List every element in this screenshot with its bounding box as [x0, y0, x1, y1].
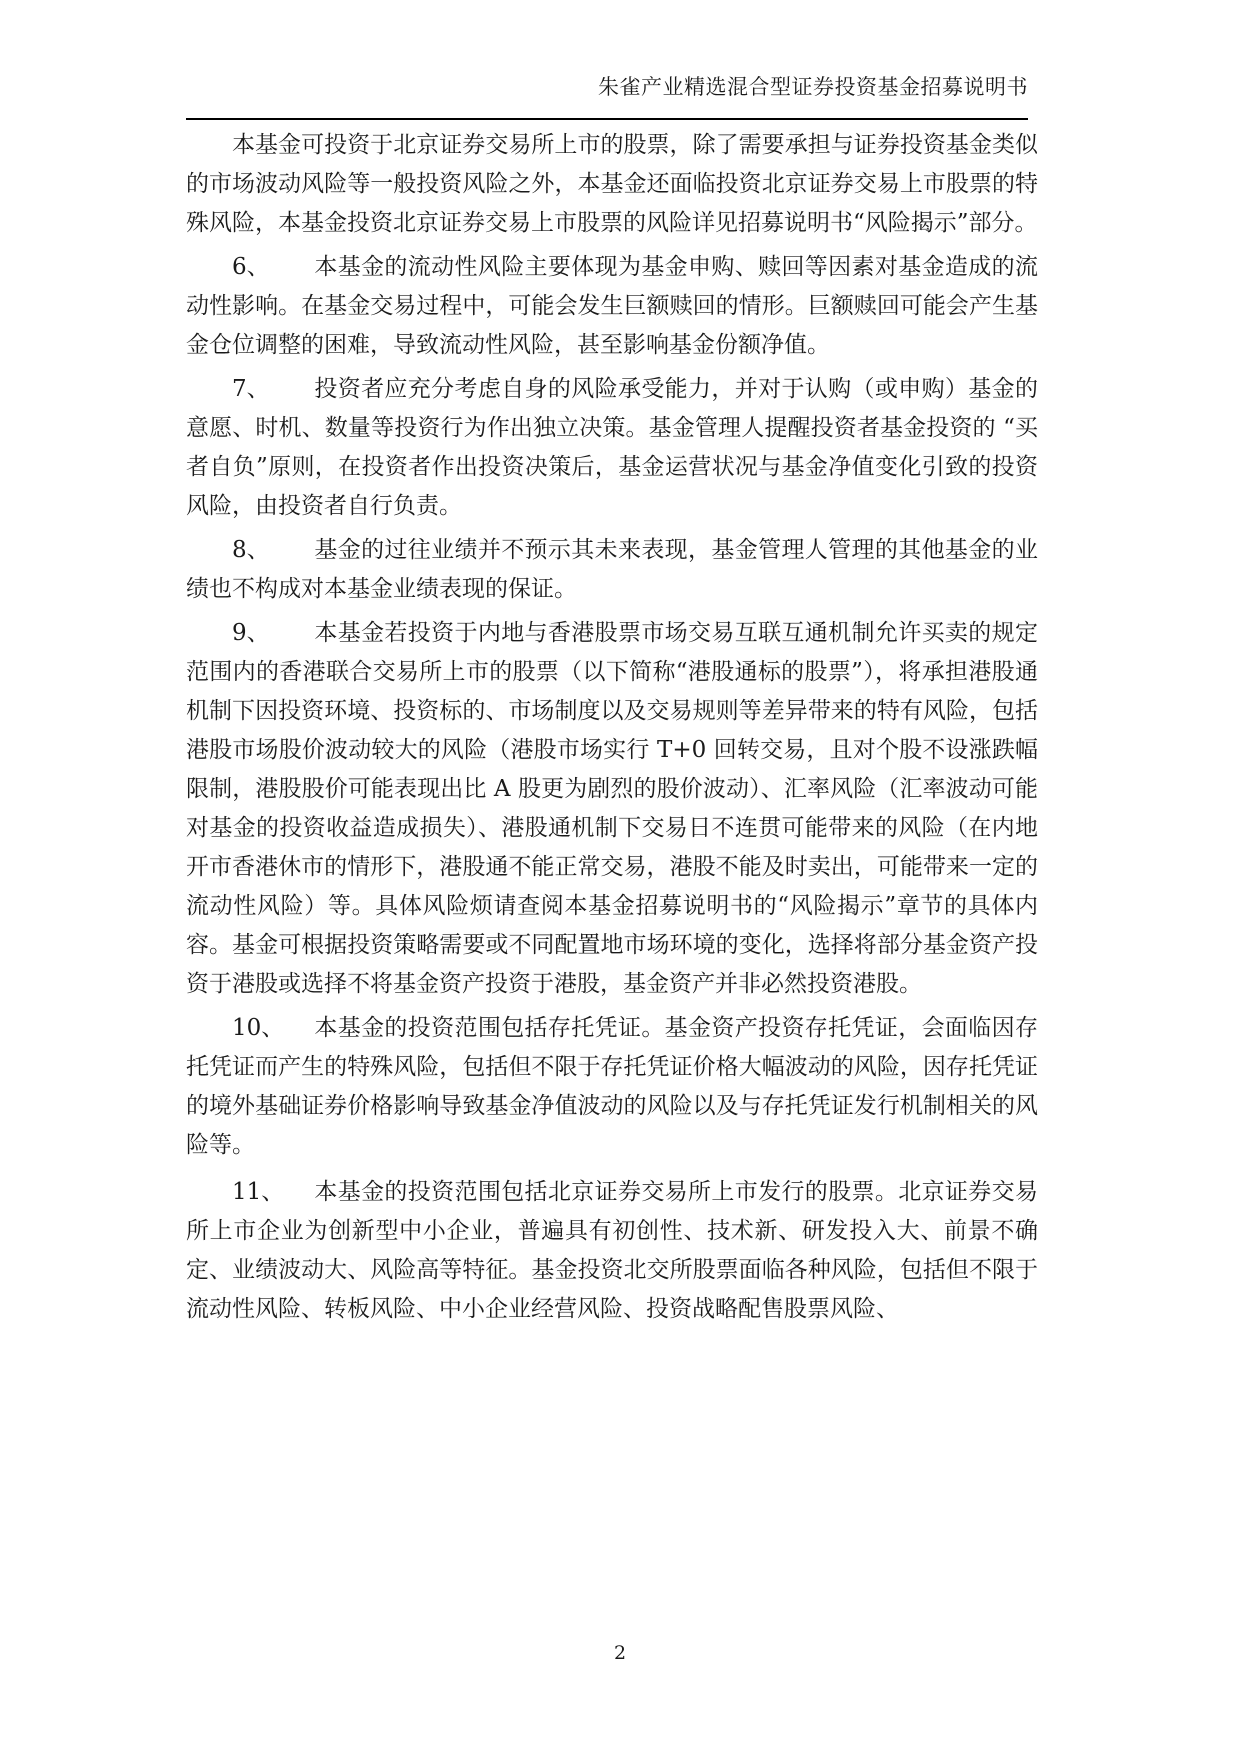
page-header	[186, 62, 1028, 120]
document-body	[186, 126, 1038, 1334]
item-number: 6、	[232, 254, 270, 280]
paragraph-intro: 本基金可投资于北京证券交易所上市的股票，除了需要承担与证券投资基金类似的市场波动风险等一般投资风险之外，本基金还面临投资北京证券交易上市股票的特殊风险，本基金投资北京证券交易上市股票的风险详见招募说明书“风险揭示”部分。	[186, 132, 1038, 236]
paragraph-item-6	[186, 248, 1038, 365]
item-number: 11、	[232, 1179, 285, 1205]
paragraph-item-10	[186, 1009, 1038, 1165]
item-number: 8、	[232, 537, 270, 563]
item-text: 本基金的投资范围包括存托凭证。基金资产投资存托凭证，会面临因存托凭证而产生的特殊风险，包括但不限于存托凭证价格大幅波动的风险，因存托凭证的境外基础证券价格影响导致基金净值波动的风险以及与存托凭证发行机制相关的风险等。	[186, 1015, 1038, 1158]
item-text: 本基金若投资于内地与香港股票市场交易互联互通机制允许买卖的规定范围内的香港联合交易所上市的股票（以下简称“港股通标的股票”），将承担港股通机制下因投资环境、投资标的、市场制度以及交易规则等差异带来的特有风险，包括港股市场股价波动较大的风险（港股市场实行 T+0 回转交易，且对个股不设涨跌幅限制，港股股价可能表现出比 A 股更为剧烈的股价波动）、汇率风险（汇率波动可能对基金的投资收益造成损失）、港股通机制下交易日不连贯可能带来的风险（在内地开市香港休市的情形下，港股通不能正常交易，港股不能及时卖出，可能带来一定的流动性风险）等。具体风险烦请查阅本基金招募说明书的“风险揭示”章节的具体内容。基金可根据投资策略需要或不同配置地市场环境的变化，选择将部分基金资产投资于港股或选择不将基金资产投资于港股，基金资产并非必然投资港股。	[186, 620, 1038, 997]
paragraph-item-8	[186, 531, 1038, 609]
document-title: 朱雀产业精选混合型证券投资基金招募说明书	[598, 75, 1028, 99]
item-text: 本基金的投资范围包括北京证券交易所上市发行的股票。北京证券交易所上市企业为创新型中小企业，普遍具有初创性、技术新、研发投入大、前景不确定、业绩波动大、风险高等特征。基金投资北交所股票面临各种风险，包括但不限于流动性风险、转板风险、中小企业经营风险、投资战略配售股票风险、	[186, 1179, 1038, 1322]
item-number: 10、	[232, 1015, 285, 1041]
item-text: 本基金的流动性风险主要体现为基金申购、赎回等因素对基金造成的流动性影响。在基金交易过程中，可能会发生巨额赎回的情形。巨额赎回可能会产生基金仓位调整的困难，导致流动性风险，甚至影响基金份额净值。	[186, 254, 1038, 358]
item-number: 9、	[232, 620, 270, 646]
item-text: 投资者应充分考虑自身的风险承受能力，并对于认购（或申购）基金的意愿、时机、数量等投资行为作出独立决策。基金管理人提醒投资者基金投资的 “买者自负”原则，在投资者作出投资决策后，基金运营状况与基金净值变化引致的投资风险，由投资者自行负责。	[186, 376, 1038, 519]
paragraph-item-7	[186, 370, 1038, 526]
paragraph-item-11	[186, 1173, 1038, 1329]
page-number: 2	[613, 1642, 627, 1664]
item-number: 7、	[232, 376, 270, 402]
paragraph-item-9	[186, 614, 1038, 1004]
item-text: 基金的过往业绩并不预示其未来表现，基金管理人管理的其他基金的业绩也不构成对本基金业绩表现的保证。	[186, 537, 1038, 602]
